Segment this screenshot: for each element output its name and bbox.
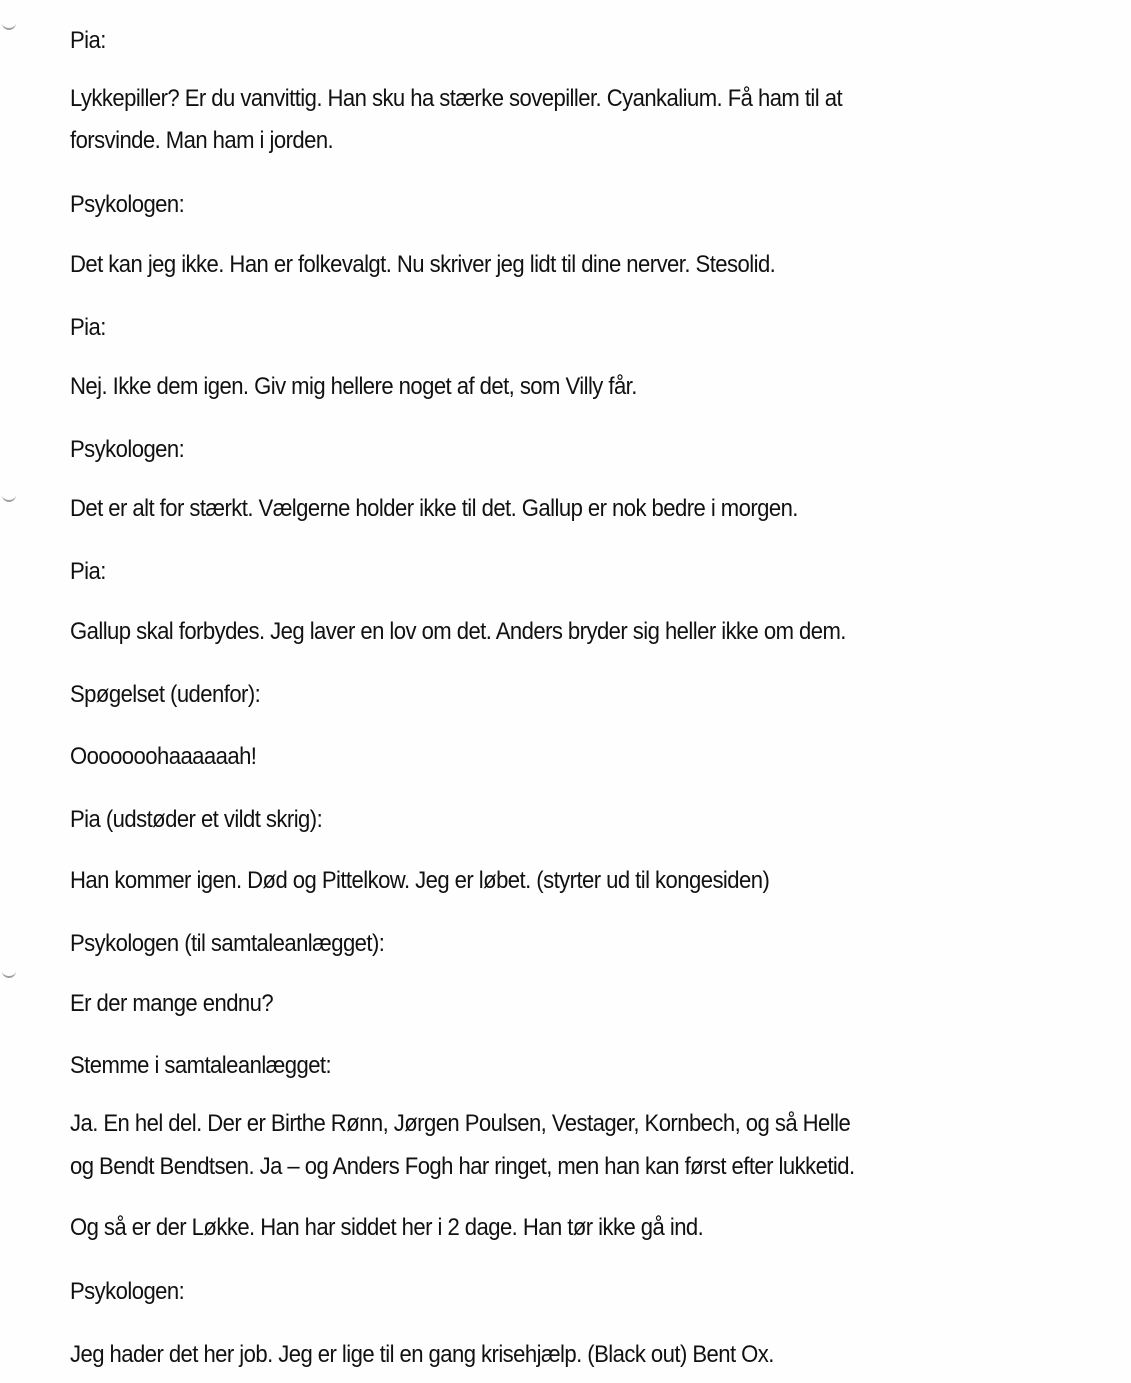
dialogue-line: og Bendt Bendtsen. Ja – og Anders Fogh har ringet, men han kan først efter lukketid. (70, 1153, 855, 1180)
dialogue-line: Gallup skal forbydes. Jeg laver en lov om det. Anders bryder sig heller ikke om dem. (70, 618, 846, 645)
binder-hole-mark (2, 970, 16, 978)
speaker-label: Psykologen: (70, 436, 185, 463)
binder-hole-mark (2, 494, 16, 502)
speaker-label: Psykologen: (70, 191, 185, 218)
speaker-label: Pia (udstøder et vildt skrig): (70, 806, 323, 833)
dialogue-line: Ja. En hel del. Der er Birthe Rønn, Jørgen Poulsen, Vestager, Kornbech, og så Helle (70, 1110, 851, 1137)
dialogue-line: Det er alt for stærkt. Vælgerne holder ikke til det. Gallup er nok bedre i morgen. (70, 495, 798, 522)
dialogue-line: Jeg hader det her job. Jeg er lige til en gang krisehjælp. (Black out) Bent Ox. (70, 1341, 774, 1368)
speaker-label: Pia: (70, 558, 106, 585)
dialogue-line: Lykkepiller? Er du vanvittig. Han sku ha stærke sovepiller. Cyankalium. Få ham til at (70, 85, 843, 112)
speaker-label: Spøgelset (udenfor): (70, 681, 261, 708)
speaker-label: Psykologen (til samtaleanlægget): (70, 930, 385, 957)
dialogue-line: Og så er der Løkke. Han har siddet her i 2 dage. Han tør ikke gå ind. (70, 1214, 704, 1241)
binder-hole-mark (2, 22, 16, 30)
dialogue-line: Nej. Ikke dem igen. Giv mig hellere noget af det, som Villy får. (70, 373, 637, 400)
speaker-label: Stemme i samtaleanlægget: (70, 1052, 332, 1079)
speaker-label: Psykologen: (70, 1278, 185, 1305)
dialogue-line: forsvinde. Man ham i jorden. (70, 127, 334, 154)
speaker-label: Pia: (70, 314, 106, 341)
speaker-label: Pia: (70, 27, 106, 54)
dialogue-line: Det kan jeg ikke. Han er folkevalgt. Nu skriver jeg lidt til dine nerver. Stesolid. (70, 251, 776, 278)
dialogue-line: Ooooooohaaaaaah! (70, 743, 257, 770)
dialogue-line: Er der mange endnu? (70, 990, 274, 1017)
dialogue-line: Han kommer igen. Død og Pittelkow. Jeg er løbet. (styrter ud til kongesiden) (70, 867, 770, 894)
